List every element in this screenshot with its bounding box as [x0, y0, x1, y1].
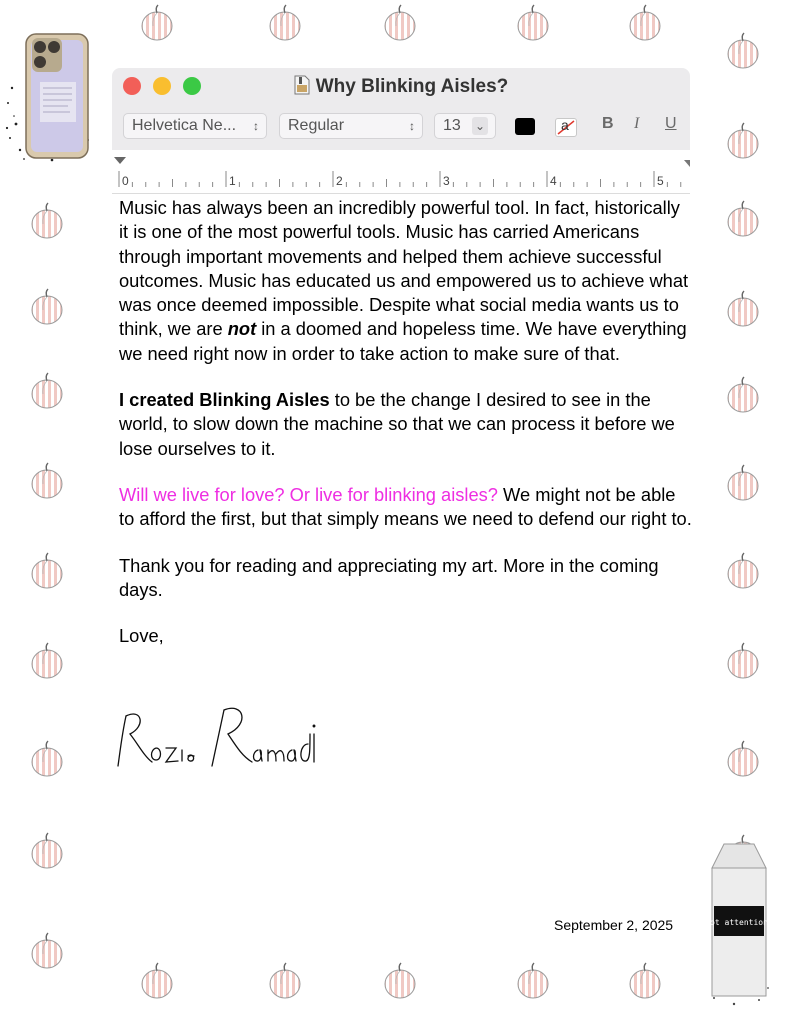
p3-text: We might not be able to afford the first, but that simply means we need to defend our right to.	[119, 483, 692, 530]
milk-carton-sticker	[704, 838, 774, 1013]
peach-icon	[30, 832, 64, 870]
document-icon	[294, 75, 310, 101]
format-toolbar	[123, 113, 683, 139]
phone-sticker	[4, 28, 92, 171]
peach-icon	[726, 464, 760, 502]
peach-icon	[30, 462, 64, 500]
paragraph-3	[119, 483, 694, 532]
ruler[interactable]	[112, 150, 690, 194]
ruler-label: 2	[336, 174, 343, 188]
peach-icon	[268, 4, 302, 42]
peach-icon	[516, 4, 550, 42]
window-title	[112, 75, 690, 101]
chevron-updown-icon: ↕	[253, 119, 259, 133]
ruler-label: 5	[657, 174, 664, 188]
peach-icon	[628, 4, 662, 42]
ruler-label: 4	[550, 174, 557, 188]
highlight-glyph: a	[561, 117, 569, 133]
italic-button[interactable]: I	[634, 115, 640, 132]
paragraph-1	[119, 196, 694, 366]
closing	[119, 624, 694, 648]
font-family-value: Helvetica Ne...	[132, 117, 237, 134]
left-indent-marker[interactable]	[114, 157, 126, 164]
peach-icon	[726, 200, 760, 238]
peach-icon	[516, 962, 550, 1000]
peach-icon	[383, 962, 417, 1000]
letter-date: September 2, 2025	[554, 917, 674, 933]
signature	[112, 704, 322, 779]
chevron-updown-icon: ↕	[409, 119, 415, 133]
chevron-down-icon[interactable]: ⌄	[472, 117, 488, 135]
font-style-select[interactable]	[279, 113, 423, 139]
peach-icon	[140, 4, 174, 42]
ruler-label: 0	[122, 174, 129, 188]
font-size-value: 13	[443, 117, 461, 134]
peach-icon	[30, 932, 64, 970]
peach-icon	[140, 962, 174, 1000]
peach-icon	[726, 122, 760, 160]
bold-button[interactable]: B	[602, 115, 614, 132]
peach-icon	[30, 552, 64, 590]
ruler-ticks	[112, 150, 690, 193]
window-title-text: Why Blinking Aisles?	[315, 76, 509, 97]
p1-emphasis: not	[227, 318, 257, 340]
peach-icon	[726, 642, 760, 680]
peach-icon	[726, 290, 760, 328]
p2-text: to be the change I desired to see in the world, to slow down the machine so that we can process it before we lose ourselves to it.	[119, 389, 675, 459]
ruler-label: 3	[443, 174, 450, 188]
peach-icon	[726, 32, 760, 70]
text-color-swatch[interactable]	[515, 118, 535, 135]
p1-text-b: in a doomed and hopeless time. We have everything we need right now in order to take action to make sure of that.	[119, 318, 687, 364]
peach-icon	[628, 962, 662, 1000]
p4-text: Thank you for reading and appreciating my art. More in the coming days.	[119, 554, 659, 600]
p1-text-a: Music has always been an incredibly powerful tool. In fact, historically it is one of the most powerful tools. Music has carried Americans through important movements and helped them achieve successful outcomes. Music has educated us and empowered us to achieve what was once deemed impossible. Despite what social media wants us to think, we are	[119, 197, 689, 340]
letter-body[interactable]	[119, 196, 694, 670]
closing-text: Love,	[119, 625, 164, 647]
right-indent-marker[interactable]	[684, 160, 690, 167]
paragraph-2	[119, 388, 694, 461]
peach-icon	[268, 962, 302, 1000]
peach-icon	[726, 376, 760, 414]
underline-button[interactable]: U	[665, 115, 677, 132]
font-family-select[interactable]	[123, 113, 267, 139]
font-style-value: Regular	[288, 117, 345, 134]
peach-icon	[30, 740, 64, 778]
paragraph-4	[119, 554, 694, 603]
font-size-field[interactable]	[434, 113, 496, 139]
milk-carton-label: got attention?	[705, 918, 773, 927]
peach-icon	[726, 552, 760, 590]
peach-icon	[30, 372, 64, 410]
peach-icon	[30, 288, 64, 326]
peach-icon	[726, 740, 760, 778]
p2-bold: I created Blinking Aisles	[119, 389, 330, 411]
peach-icon	[30, 202, 64, 240]
peach-icon	[30, 642, 64, 680]
peach-icon	[383, 4, 417, 42]
highlight-color-swatch[interactable]	[555, 118, 577, 137]
p3-pink-question: Will we live for love? Or live for blinking aisles?	[119, 483, 498, 505]
ruler-label: 1	[229, 174, 236, 188]
